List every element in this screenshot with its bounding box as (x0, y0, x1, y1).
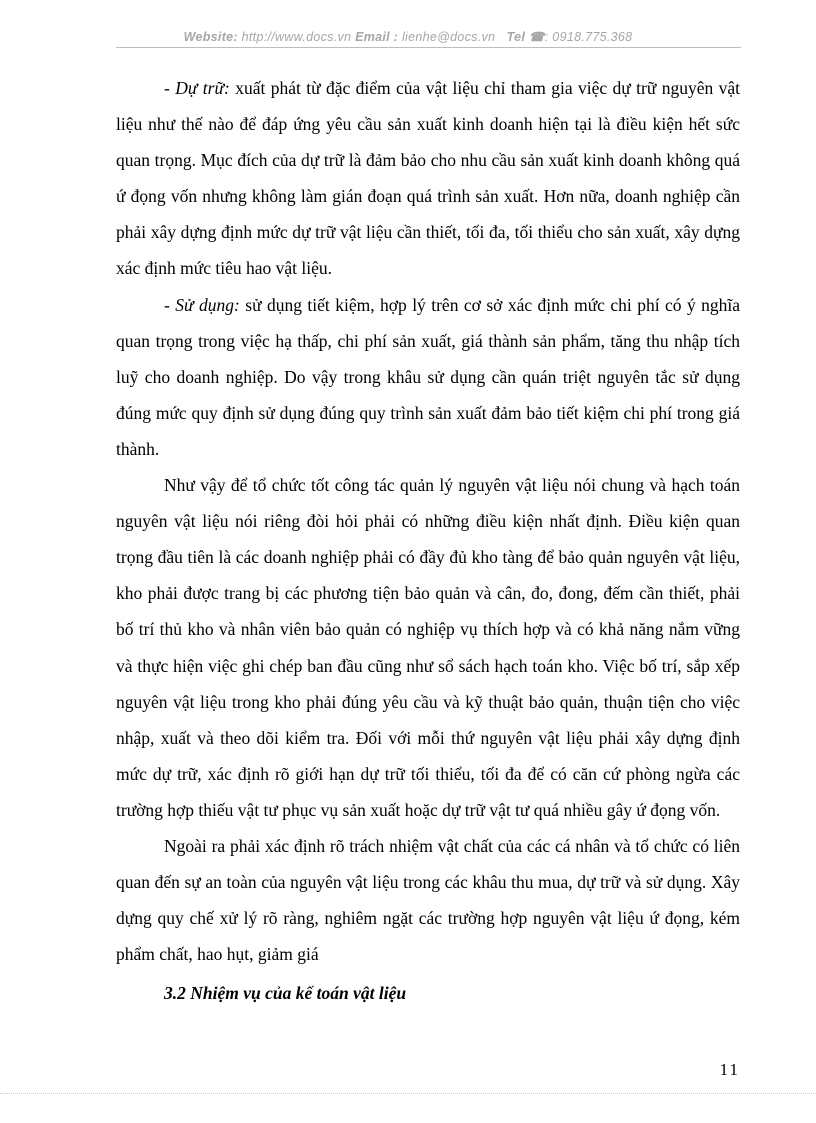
page-number: 11 (719, 1060, 740, 1079)
paragraph-su-dung: - Sử dụng: sử dụng tiết kiệm, hợp lý trên cơ sở xác định mức chi phí có ý nghĩa quan trọng trong việc hạ thấp, chi phí sản xuất, giá thành sản phẩm, tăng thu nhập tích luỹ cho doanh nghiệp. Do vậy trong khâu sử dụng cần quán triệt nguyên tắc sử dụng đúng mức quy định sử dụng đúng quy trình sản xuất đảm bảo tiết kiệm chi phí trong giá thành. (116, 294, 741, 459)
phone-icon: ☎ (528, 30, 545, 44)
website-url[interactable]: http://www.docs.vn (241, 30, 352, 44)
term-du-tru: Dự trữ: (175, 78, 230, 98)
email-address[interactable]: lienhe@docs.vn (401, 30, 496, 44)
paragraph-text: xuất phát từ đặc điểm của vật liệu chỉ tham gia việc dự trữ nguyên vật liệu như thế nào để đáp ứng yêu cầu sản xuất kinh doanh hiện tại là điều kiện hết sức quan trọng. Mục đích của dự trữ là đảm bảo cho nhu cầu sản xuất kinh doanh không quá ứ đọng vốn nhưng không làm gián đoạn quá trình sản xuất. Hơn nữa, doanh nghiệp cần phải xây dựng định mức dự trữ vật liệu cần thiết, tối đa, tối thiểu cho sản xuất, xây dựng xác định mức tiêu hao vật liệu. (116, 78, 741, 279)
paragraph-to-chuc: Như vậy để tổ chức tốt công tác quản lý nguyên vật liệu nói chung và hạch toán nguyên vật liệu nói riêng đòi hỏi phải có những điều kiện nhất định. Điều kiện quan trọng đầu tiên là các doanh nghiệp phải có đầy đủ kho tàng để bảo quản nguyên vật liệu, kho phải được trang bị các phương tiện bảo quản và cân, đo, đong, đếm cần thiết, phải bố trí thủ kho và nhân viên bảo quản có nghiệp vụ thích hợp và có khả năng nắm vững và thực hiện việc ghi chép ban đầu cũng như sổ sách hạch toán kho. Việc bố trí, sắp xếp nguyên vật liệu trong kho phải đúng yêu cầu và kỹ thuật bảo quản, thuận tiện cho việc nhập, xuất và theo dõi kiểm tra. Đối với mỗi thứ nguyên vật liệu phải xây dựng định mức dự trữ, xác định rõ giới hạn dự trữ tối thiểu, tối đa để có căn cứ phòng ngừa các trường hợp thiếu vật tư phục vụ sản xuất hoặc dự trữ vật tư quá nhiều gây ứ đọng vốn. (116, 475, 740, 820)
tel-number: : 0918.775.368 (544, 30, 633, 44)
tel-label: Tel (506, 30, 526, 44)
paragraph-text: sử dụng tiết kiệm, hợp lý trên cơ sở xác định mức chi phí có ý nghĩa quan trọng trong việc hạ thấp, chi phí sản xuất, giá thành sản phẩm, tăng thu nhập tích luỹ cho doanh nghiệp. Do vậy trong khâu sử dụng cần quán triệt nguyên tắc sử dụng đúng mức quy định sử dụng đúng quy trình sản xuất đảm bảo tiết kiệm chi phí trong giá thành. (116, 294, 741, 459)
paragraph-du-tru: - Dự trữ: xuất phát từ đặc điểm của vật liệu chỉ tham gia việc dự trữ nguyên vật liệu như thế nào để đáp ứng yêu cầu sản xuất kinh doanh hiện tại là điều kiện hết sức quan trọng. Mục đích của dự trữ là đảm bảo cho nhu cầu sản xuất kinh doanh không quá ứ đọng vốn nhưng không làm gián đoạn quá trình sản xuất. Hơn nữa, doanh nghiệp cần phải xây dựng định mức dự trữ vật liệu cần thiết, tối đa, tối thiểu cho sản xuất, xây dựng xác định mức tiêu hao vật liệu. (116, 78, 741, 279)
page-header (0, 29, 816, 44)
section-heading: 3.2 Nhiệm vụ của kế toán vật liệu (164, 983, 407, 1004)
email-label: Email : (355, 30, 399, 44)
website-label: Website: (183, 30, 238, 44)
term-su-dung: Sử dụng: (175, 294, 240, 315)
paragraph-trach-nhiem: Ngoài ra phải xác định rõ trách nhiệm vật chất của các cá nhân và tổ chức có liên quan đến sự an toàn của nguyên vật liệu trong các khâu thu mua, dự trữ và sử dụng. Xây dựng quy chế xử lý rõ ràng, nghiêm ngặt các trường hợp nguyên vật liệu ứ đọng, kém phẩm chất, hao hụt, giảm giá (116, 835, 740, 965)
footer-divider (0, 1093, 816, 1094)
header-divider (116, 47, 741, 48)
document-body (116, 70, 740, 1010)
